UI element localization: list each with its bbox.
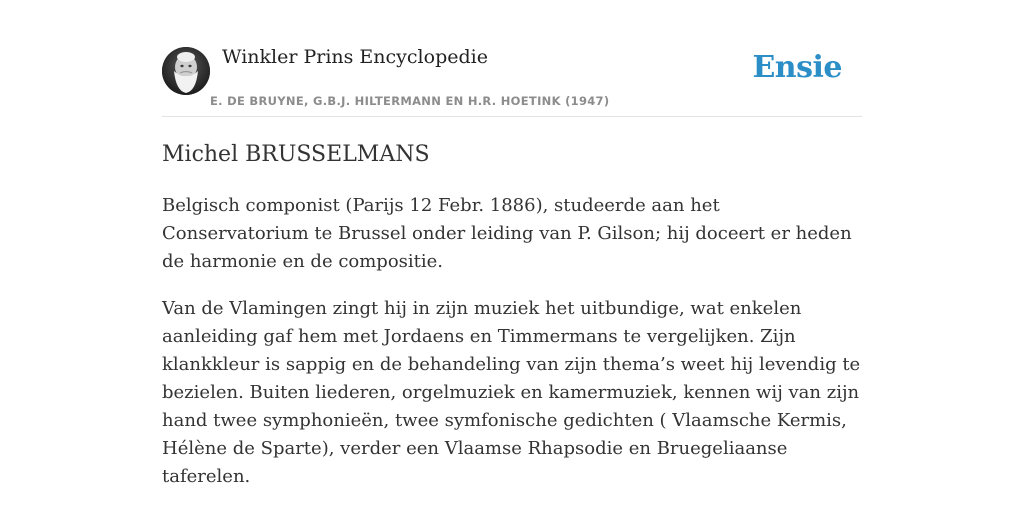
article-paragraph: Van de Vlamingen zingt hij in zijn muziek het uitbundige, wat enkelen aanleiding gaf hem met Jordaens en Timmermans te vergelijken. Zijn klankkleur is sappig en de behandeling van zijn thema’s weet hij levendig te bezielen. Buiten liederen, orgelmuziek en kamermuziek, kennen wij van zijn hand twee symphonieën, twee symfonische gedichten ( Vlaamsche Kermis, Hélène de Sparte), verder een Vlaamse Rhapsodie en Bruegeliaanse taferelen. xyxy=(162,298,861,487)
article-title: Michel BRUSSELMANS xyxy=(162,142,430,167)
article xyxy=(162,140,862,491)
source-title[interactable]: Winkler Prins Encyclopedie xyxy=(222,46,488,68)
source-authors: E. DE BRUYNE, G.B.J. HILTERMANN EN H.R. HOETINK (1947) xyxy=(210,94,610,108)
article-paragraph: Belgisch componist (Parijs 12 Febr. 1886), studeerde aan het Conservatorium te Brussel onder leiding van P. Gilson; hij doceert er heden de harmonie en de compositie. xyxy=(162,195,852,272)
ensie-logo-link[interactable]: Ensie xyxy=(752,50,842,85)
source-header xyxy=(162,0,862,117)
author-portrait-icon[interactable] xyxy=(162,47,210,95)
